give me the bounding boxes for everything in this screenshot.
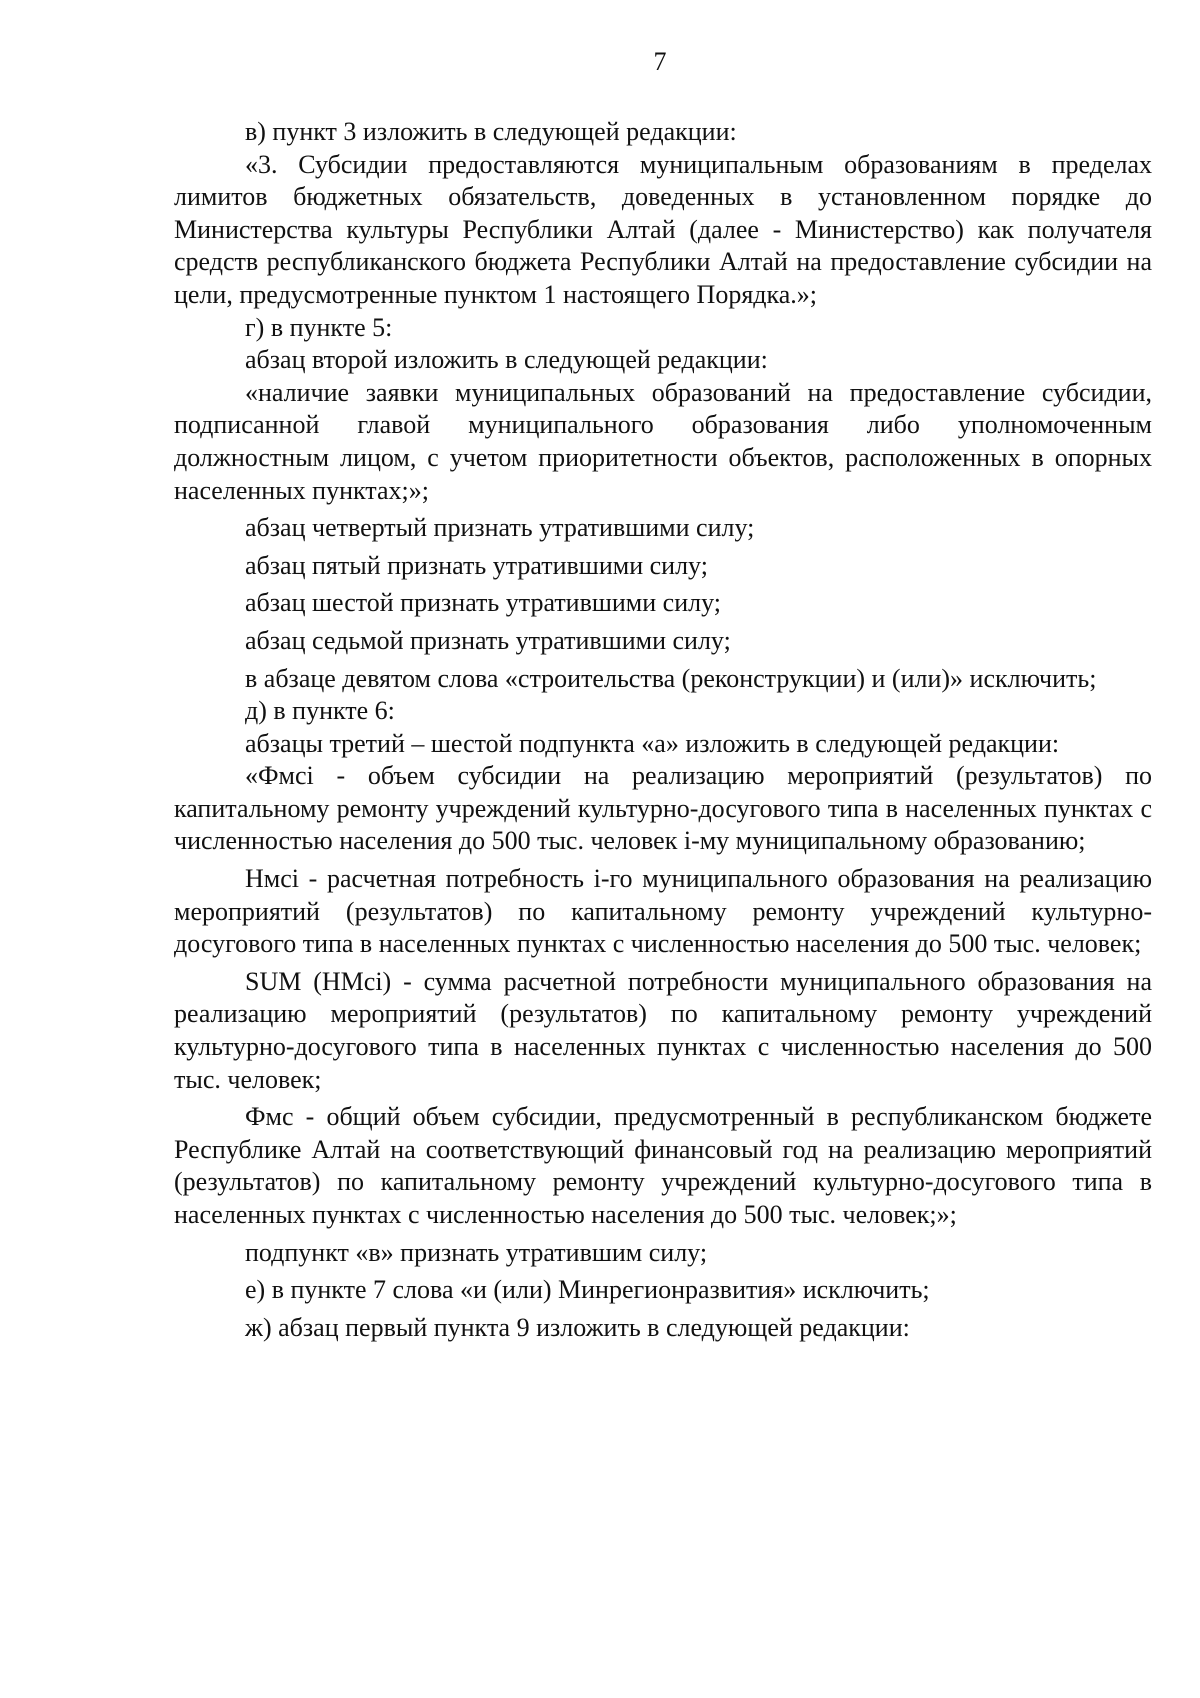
paragraph: е) в пункте 7 слова «и (или) Минрегионразвития» исключить; (245, 1275, 930, 1305)
document-body (174, 116, 1152, 1344)
paragraph: г) в пункте 5: (245, 312, 393, 342)
paragraph: абзацы третий – шестой подпункта «а» изложить в следующей редакции: (245, 728, 1060, 758)
paragraph: «наличие заявки муниципальных образований на предоставление субсидии, подписанной главой муниципального образования либо уполномоченным должностным лицом, с учетом приоритетности объектов, расположенных в опорных населенных пунктах;»; (174, 377, 1152, 505)
page-number: 7 (653, 47, 667, 76)
paragraph: абзац седьмой признать утратившими силу; (245, 625, 731, 655)
paragraph: абзац четвертый признать утратившими силу; (245, 513, 755, 543)
paragraph: абзац шестой признать утратившими силу; (245, 588, 721, 618)
paragraph: абзац второй изложить в следующей редакции: (245, 345, 768, 375)
paragraph: подпункт «в» признать утратившим силу; (245, 1237, 708, 1267)
paragraph: «Фмсi - объем субсидии на реализацию мероприятий (результатов) по капитальному ремонту учреждений культурно-досугового типа в населенных пунктах с численностью населения до 500 тыс. человек i-му муниципальному образованию; (174, 761, 1152, 856)
paragraph: Фмс - общий объем субсидии, предусмотренный в республиканском бюджете Республике Алтай на соответствующий финансовый год на реализацию мероприятий (результатов) по капитальному ремонту учреждений культурно-досугового типа в населенных пунктах с численностью населения до 500 тыс. человек;»; (174, 1102, 1152, 1229)
paragraph: ж) абзац первый пункта 9 изложить в следующей редакции: (245, 1312, 910, 1342)
paragraph: в абзаце девятом слова «строительства (реконструкции) и (или)» исключить; (245, 663, 1097, 693)
paragraph: абзац пятый признать утратившими силу; (245, 550, 708, 580)
paragraph: SUM (НМсi) - сумма расчетной потребности муниципального образования на реализацию мероприятий (результатов) по капитальному ремонту учреждений культурно-досугового типа в населенных пунктах с численностью населения до 500 тыс. человек; (174, 966, 1152, 1094)
paragraph: Нмсi - расчетная потребность i-го муниципального образования на реализацию мероприятий (результатов) по капитальному ремонту учреждений культурно-досугового типа в населенных пунктах с численностью населения до 500 тыс. человек; (174, 864, 1152, 959)
paragraph: в) пункт 3 изложить в следующей редакции: (245, 117, 737, 146)
paragraph: «3. Субсидии предоставляются муниципальным образованиям в пределах лимитов бюджетных обязательств, доведенных в установленном порядке до Министерства культуры Республики Алтай (далее - Министерство) как получателя средств республиканского бюджета Республики Алтай на предоставление субсидии на цели, предусмотренные пунктом 1 настоящего Порядка.»; (174, 149, 1152, 309)
paragraph: д) в пункте 6: (245, 696, 395, 726)
